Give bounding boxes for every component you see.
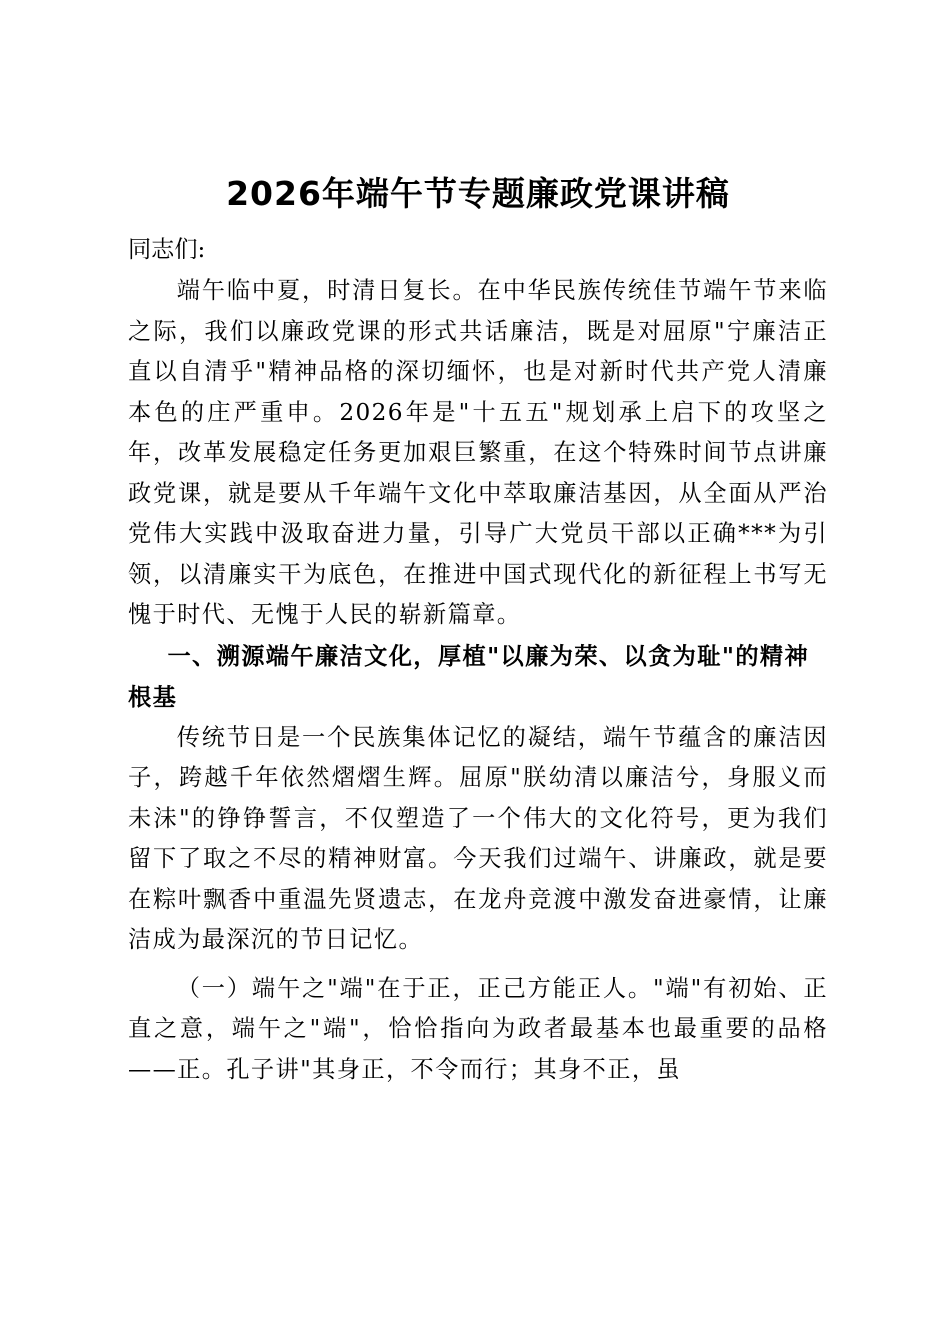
- paragraph-gap: [128, 961, 828, 969]
- subsection-1-paragraph: （一）端午之"端"在于正，正己方能正人。"端"有初始、正直之意，端午之"端"，恰恰指向为政者最基本也最重要的品格——正。孔子讲"其身正，不令而行；其身不正，虽: [128, 974, 828, 1083]
- document-body: [128, 168, 828, 1090]
- section-1-heading: 一、溯源端午廉洁文化，厚植"以廉为荣、以贪为耻"的精神根基: [128, 642, 810, 711]
- salutation: 同志们:: [128, 236, 206, 263]
- intro-paragraph: 端午临中夏，时清日复长。在中华民族传统佳节端午节来临之际，我们以廉政党课的形式共话廉洁，既是对屈原"宁廉洁正直以自清乎"精神品格的深切缅怀，也是对新时代共产党人清廉本色的庄严重申。2026年是"十五五"规划承上启下的攻坚之年，改革发展稳定任务更加艰巨繁重，在这个特殊时间节点讲廉政党课，就是要从千年端午文化中萃取廉洁基因，从全面从严治党伟大实践中汲取奋进力量，引导广大党员干部以正确***为引领，以清廉实干为底色，在推进中国式现代化的新征程上书写无愧于时代、无愧于人民的崭新篇章。: [128, 277, 828, 628]
- section-1-paragraph: 传统节日是一个民族集体记忆的凝结，端午节蕴含的廉洁因子，跨越千年依然熠熠生辉。屈原"朕幼清以廉洁兮，身服义而未沬"的铮铮誓言，不仅塑造了一个伟大的文化符号，更为我们留下了取之不尽的精神财富。今天我们过端午、讲廉政，就是要在粽叶飘香中重温先贤遗志，在龙舟竞渡中激发奋进豪情，让廉洁成为最深沉的节日记忆。: [128, 723, 828, 953]
- document-title: 2026年端午节专题廉政党课讲稿: [226, 174, 730, 213]
